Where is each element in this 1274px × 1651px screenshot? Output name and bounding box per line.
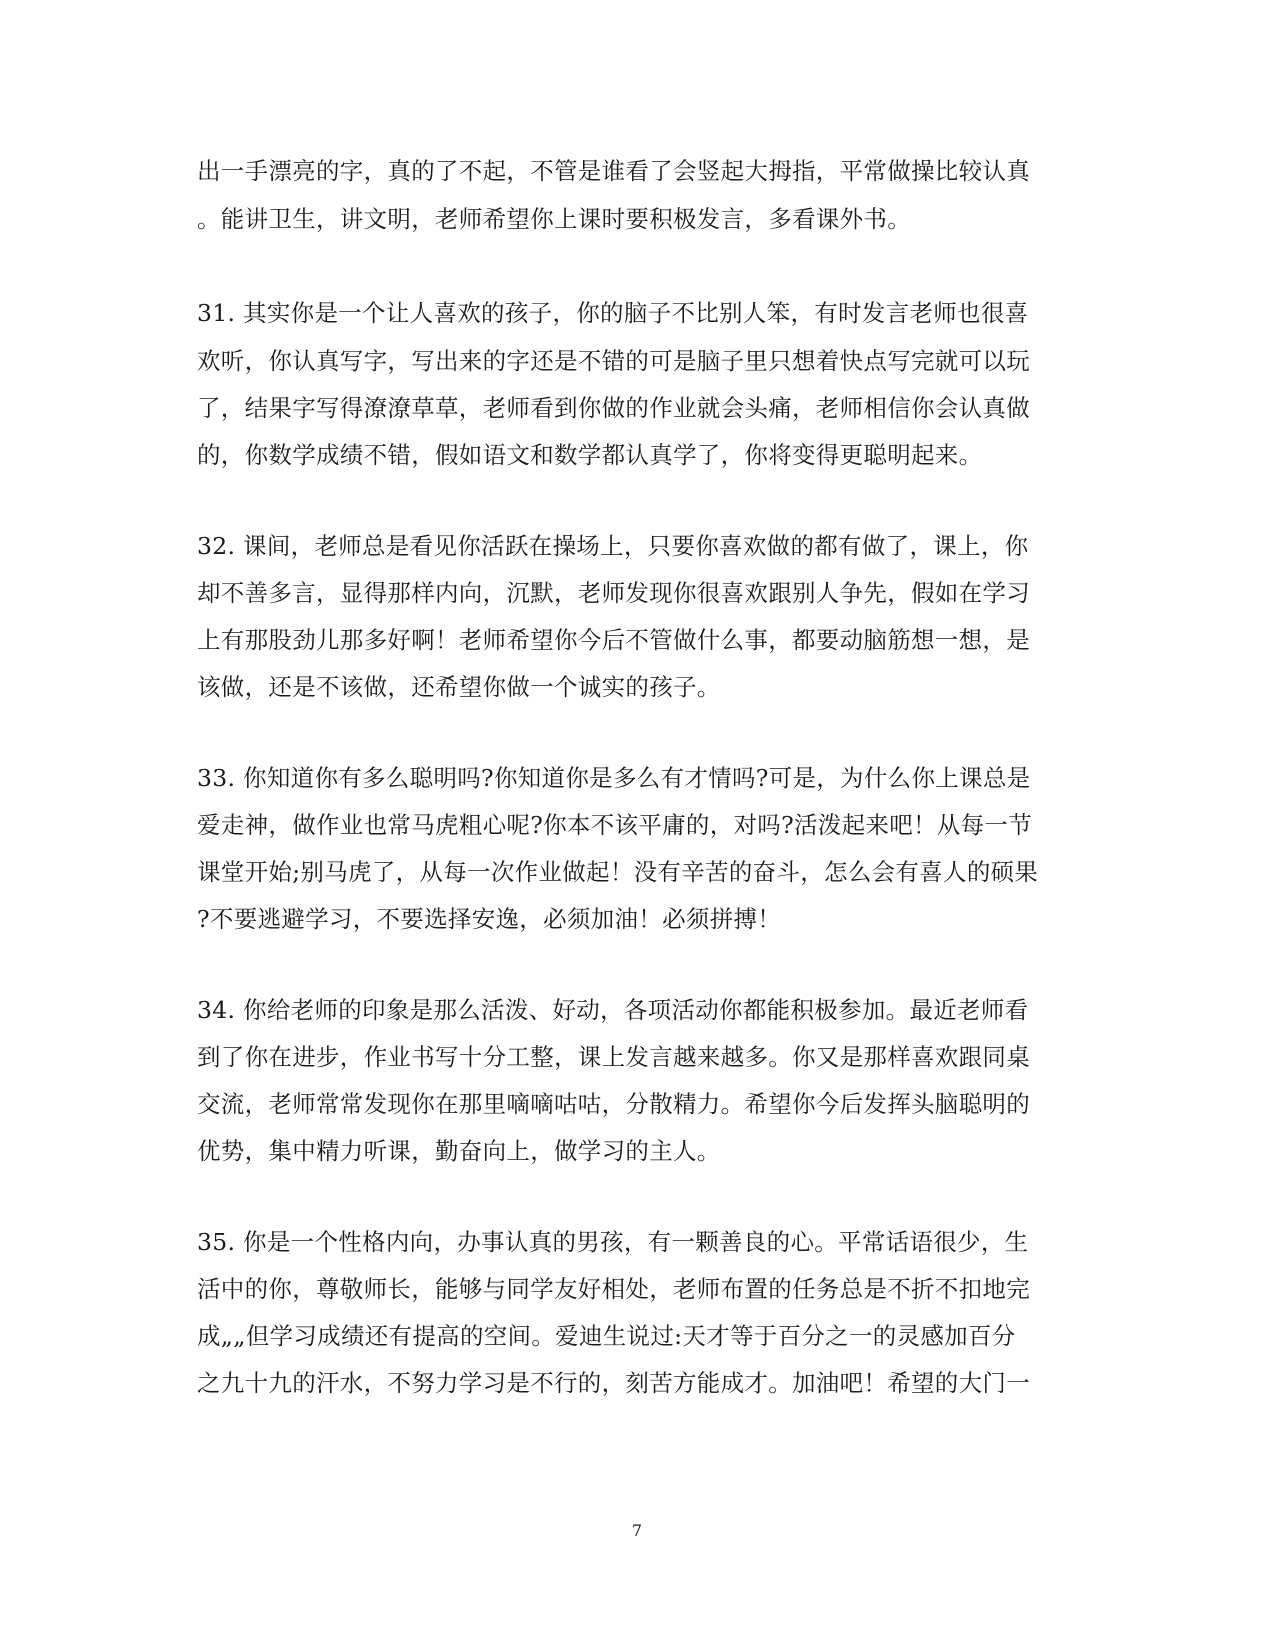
page-number: 7 (631, 1521, 643, 1540)
text-line: 32. 课间，老师总是看见你活跃在操场上，只要你喜欢做的都有做了，课上，你 (197, 532, 1029, 560)
text-line: 到了你在进步，作业书写十分工整，课上发言越来越多。你又是那样喜欢跟同桌 (197, 1043, 1030, 1071)
text-line: 的，你数学成绩不错，假如语文和数学都认真学了，你将变得更聪明起来。 (197, 441, 983, 469)
text-line: 之九十九的汗水，不努力学习是不行的，刻苦方能成才。加油吧！希望的大门一 (197, 1369, 1030, 1397)
text-line: 成„„但学习成绩还有提高的空间。爱迪生说过:天才等于百分之一的灵感加百分 (197, 1322, 1016, 1350)
text-line: 出一手漂亮的字，真的了不起，不管是谁看了会竖起大拇指，平常做操比较认真 (197, 157, 1030, 185)
text-line: 课堂开始;别马虎了，从每一次作业做起！没有辛苦的奋斗，怎么会有喜人的硕果 (197, 858, 1039, 886)
text-line: 却不善多言，显得那样内向，沉默，老师发现你很喜欢跟别人争先，假如在学习 (197, 579, 1030, 607)
text-line: 31. 其实你是一个让人喜欢的孩子，你的脑子不比别人笨，有时发言老师也很喜 (197, 299, 1029, 327)
text-line: 活中的你，尊敬师长，能够与同学友好相处，老师布置的任务总是不折不扣地完 (197, 1275, 1030, 1303)
text-line: 34. 你给老师的印象是那么活泼、好动，各项活动你都能积极参加。最近老师看 (197, 996, 1029, 1024)
text-line: 了，结果字写得潦潦草草，老师看到你做的作业就会头痛，老师相信你会认真做 (197, 394, 1030, 422)
text-line: ?不要逃避学习，不要选择安逸，必须加油！必须拼搏！ (197, 905, 782, 933)
text-line: 该做，还是不该做，还希望你做一个诚实的孩子。 (197, 673, 721, 701)
text-line: 上有那股劲儿那多好啊！老师希望你今后不管做什么事，都要动脑筋想一想，是 (197, 626, 1030, 654)
text-line: 优势，集中精力听课，勤奋向上，做学习的主人。 (197, 1137, 721, 1165)
text-line: 35. 你是一个性格内向，办事认真的男孩，有一颗善良的心。平常话语很少，生 (197, 1228, 1029, 1256)
text-line: 爱走神，做作业也常马虎粗心呢?你本不该平庸的，对吗?活泼起来吧！从每一节 (197, 811, 1032, 839)
text-line: 交流，老师常常发现你在那里嘀嘀咕咕，分散精力。希望你今后发挥头脑聪明的 (197, 1090, 1030, 1118)
text-line: 33. 你知道你有多么聪明吗?你知道你是多么有才情吗?可是，为什么你上课总是 (197, 764, 1031, 792)
text-line: 。能讲卫生，讲文明，老师希望你上课时要积极发言，多看课外书。 (197, 205, 911, 233)
text-line: 欢听，你认真写字，写出来的字还是不错的可是脑子里只想着快点写完就可以玩 (197, 347, 1030, 375)
